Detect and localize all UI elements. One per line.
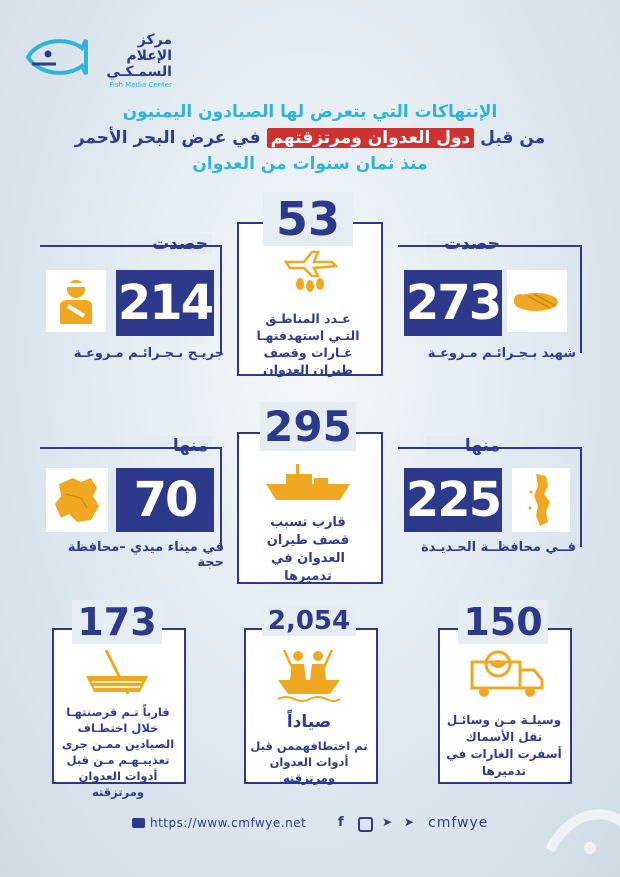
stat-number-hodeidah: 225 (404, 468, 502, 532)
footer-handle[interactable]: cmfwye (428, 815, 489, 831)
footer-website[interactable]: https://www.cmfwye.net (150, 816, 307, 830)
icon-box-hajjah (46, 468, 108, 532)
hodeidah-map-icon (526, 472, 556, 528)
logo (22, 32, 172, 89)
title-line2-prefix: من قبل (480, 128, 546, 148)
fish-watermark-icon (540, 790, 620, 877)
caption-hajjah: في ميناء ميدي –محافظة حجة (67, 540, 224, 570)
icon-box-martyrs (507, 270, 567, 332)
stat-text-boats: قارب تسبب قصف طيران العدوان في تدميرها (266, 515, 350, 584)
caption-hodeidah: فــي محافظــة الحـديـدة (420, 540, 576, 555)
martyr-shroud-icon (510, 286, 564, 316)
title-line3: منذ ثمان سنوات من العدوان (192, 154, 428, 174)
title-line2-suffix: في عرض البحر الأحمر (74, 128, 261, 148)
caption-martyrs: شهيد بـجـرائـم مـروعـة (427, 346, 576, 361)
icon-box-injured (46, 270, 106, 332)
hajjah-map-icon (51, 474, 103, 526)
stat-number-martyrs: 273 (404, 270, 502, 336)
stat-text-areas: عـدد المناطـق التـي استهدفتهـا غـارات وقصف طيران العدوان (256, 311, 360, 377)
fish-logo-icon (22, 32, 88, 82)
stat-number-pirated-boats: 173 (72, 600, 162, 644)
stat-text-fishermen: تم اختطافهممن قبل أدوات العدوان ومرتزقته (250, 739, 368, 785)
stat-text-vehicles: وسيلـة مـن وسائـل نقل الأسماك أسفرت الغارات في تدميرها (446, 713, 562, 778)
plane-bombs-icon (282, 248, 338, 294)
tag-left-row1: حصدت (124, 234, 212, 254)
injured-person-icon (54, 276, 98, 326)
telegram-icon[interactable]: ➤ (404, 815, 415, 829)
fishermen-boat-icon (276, 646, 342, 702)
caption-injured: جريـح بـجـرائـم مـروعـة (73, 346, 224, 361)
tag-right-row1: حصدت (426, 234, 504, 254)
stat-text-pirated-boats: قارباً تـم قرصنتهـا خلال اختطـاف الصيادين ممـن جرى تعذيبـهـم مـن قبل أدوات العدوان ومرتزقته (61, 705, 175, 799)
footer (132, 816, 492, 836)
tag-left-row2: منها (124, 436, 212, 456)
tag-right-row2: منها (426, 436, 504, 456)
title-line2 (40, 125, 580, 152)
icon-box-hodeidah (512, 468, 570, 532)
logo-arabic-line2: السمـكـي (106, 64, 172, 80)
logo-english: Fish Media Center (109, 81, 172, 89)
facebook-icon[interactable]: f (338, 815, 344, 830)
stat-number-vehicles: 150 (458, 600, 548, 644)
title-block (40, 100, 580, 177)
twitter-icon[interactable]: ➤ (382, 815, 393, 829)
stat-number-injured: 214 (116, 270, 214, 336)
instagram-icon[interactable] (358, 817, 373, 832)
mail-icon (132, 818, 145, 828)
stat-number-fishermen: 2,054 (262, 606, 356, 636)
stat-title-fishermen: صياداً (286, 712, 332, 732)
fish-truck-icon (468, 648, 544, 698)
title-line1: الإنتهاكات التي يتعرض لها الصيادون اليمنيون (122, 102, 498, 122)
rowboat-icon (84, 648, 150, 696)
stat-number-areas: 53 (263, 192, 353, 246)
ship-icon (264, 458, 352, 504)
stat-number-boats: 295 (260, 402, 356, 451)
stat-number-hajjah: 70 (116, 468, 214, 532)
title-highlight: دول العدوان ومرتزقتهم (267, 128, 475, 148)
logo-arabic-line1: مركز الإعلام (126, 32, 172, 64)
